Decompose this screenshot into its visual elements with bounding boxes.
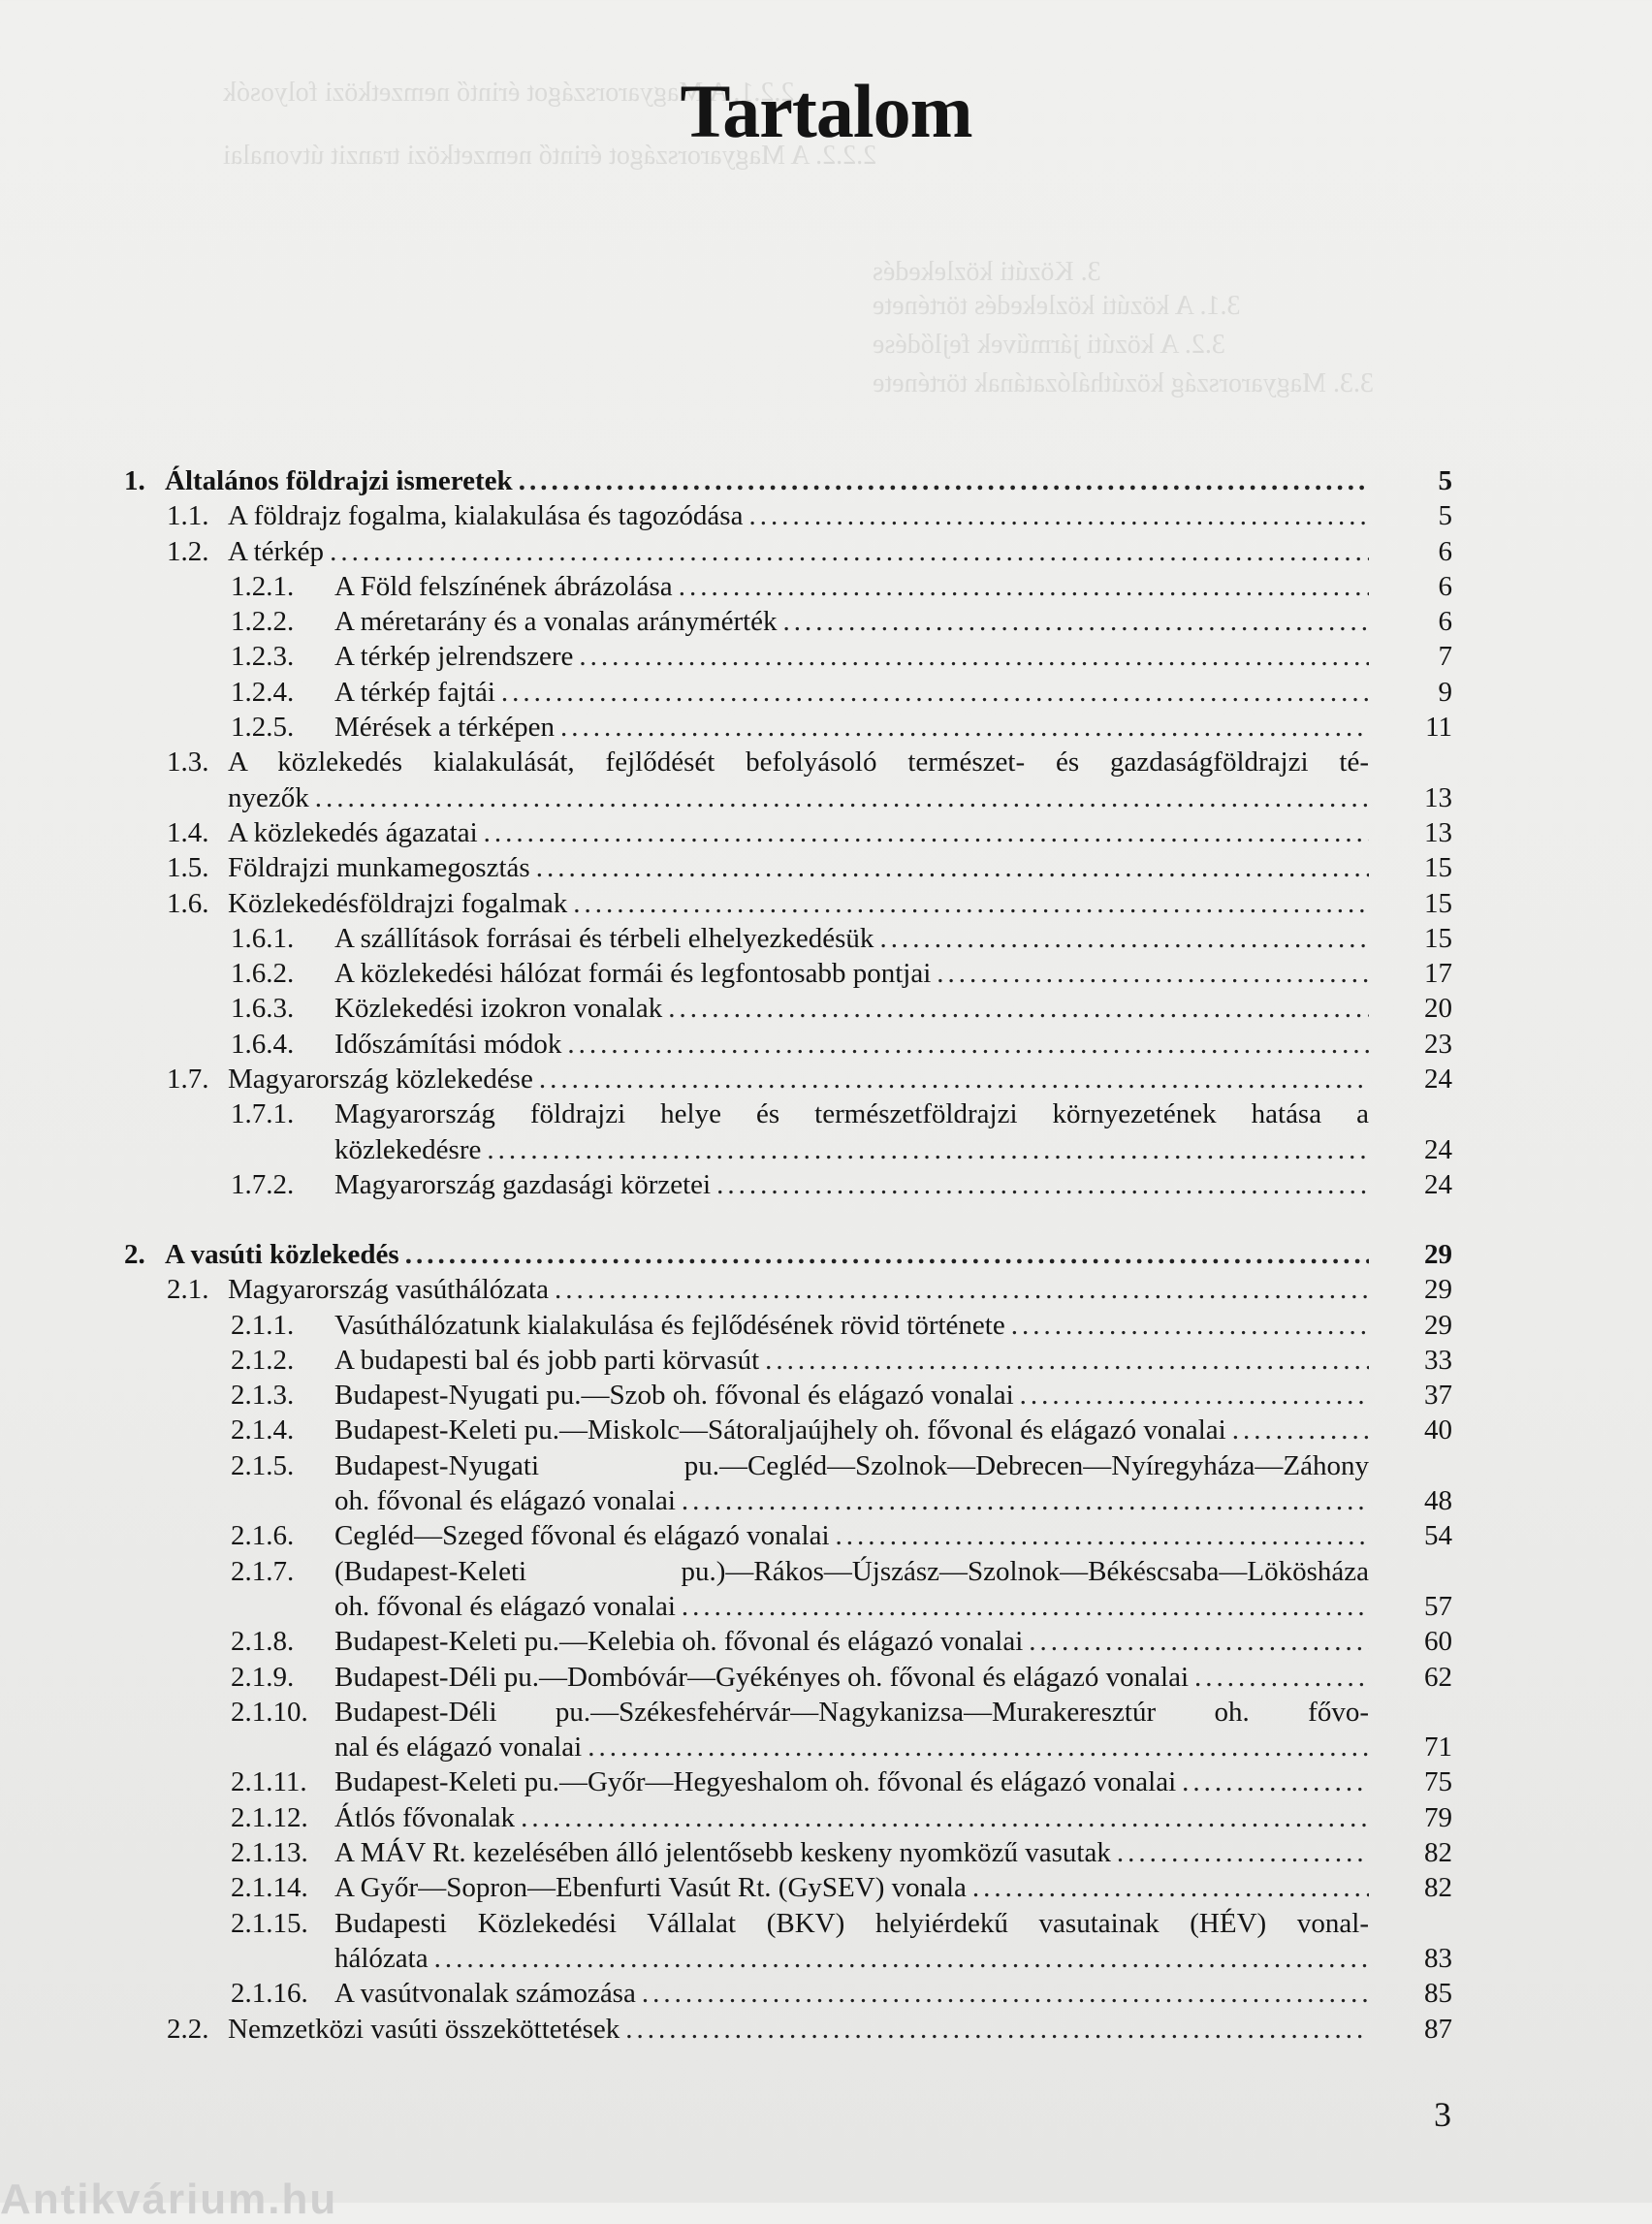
toc-entry-continuation [124,1589,1452,1624]
toc-entry-title: Budapest-Keleti pu.—Győr—Hegyeshalom oh. fővonal és elágazó vonalai [334,1766,1177,1797]
leader-dots [567,886,1369,921]
toc-entry-title: Budapest-Nyugati pu.—Cegléd—Szolnok—Debrecen—Nyíregyháza—Záhony [334,1450,1369,1481]
toc-entry-number: 1.2.5. [231,712,295,743]
toc-entry-title: A Győr—Sopron—Ebenfurti Vasút Rt. (GySEV) vonala [334,1872,967,1903]
toc-entry [124,1764,1452,1799]
toc-entry-number: 1.1. [167,500,209,531]
leader-dots [530,850,1369,885]
toc-entry-number: 1.7.1. [231,1098,295,1129]
leader-dots [478,815,1369,850]
leader-dots [676,1589,1369,1624]
toc-entry-continuation [124,1941,1452,1976]
leader-dots [1111,1835,1369,1870]
toc-entry-page: 87 [1424,2014,1452,2045]
toc-entry-page: 29 [1424,1310,1452,1341]
toc-entry-page: 23 [1424,1029,1452,1060]
toc-entry [124,1906,1452,1941]
toc-entry-title-continued: oh. fővonal és elágazó vonalai [334,1485,676,1516]
toc-entry-page: 6 [1438,606,1452,637]
toc-entry [124,639,1452,674]
toc-entry-title: (Budapest-Keleti pu.)—Rákos—Újszász—Szolnok—Békéscsaba—Lökösháza [334,1556,1369,1587]
toc-entry [124,1695,1452,1730]
toc-entry [124,1027,1452,1062]
toc-entry-title: A Föld felszínének ábrázolása [334,571,673,602]
toc-entry-page: 83 [1424,1943,1452,1974]
leader-dots [1226,1413,1369,1447]
toc-entry-page: 17 [1424,958,1452,989]
toc-entry-page: 15 [1424,923,1452,954]
toc-entry-number: 2.1.16. [231,1978,308,2009]
leader-dots [429,1941,1369,1976]
toc-entry-title: Általános földrajzi ismeretek [165,465,513,496]
leader-dots [1014,1378,1369,1413]
toc-entry-title: A szállítások forrásai és térbeli elhelyezkedésük [334,923,874,954]
toc-entry [124,1870,1452,1905]
toc-entry-title: A budapesti bal és jobb parti körvasút [334,1345,760,1376]
toc-entry [124,1272,1452,1307]
toc-entry-number: 1.6.3. [231,993,295,1024]
toc-entry-title: A közlekedés ágazatai [228,817,478,848]
leader-dots [513,463,1369,498]
toc-entry-number: 2. [124,1239,145,1270]
toc-entry-title: A térkép jelrendszere [334,641,574,672]
toc-entry [124,1343,1452,1378]
toc-entry [124,1624,1452,1659]
toc-entry-title: A vasúti közlekedés [165,1239,399,1270]
toc-entry [124,1062,1452,1096]
toc-entry [124,1800,1452,1835]
leader-dots [620,2012,1369,2047]
leader-dots [533,1062,1369,1096]
toc-entry-page: 29 [1424,1274,1452,1305]
toc-entry [124,1378,1452,1413]
toc-entry-continuation [124,1132,1452,1167]
toc-entry-page: 13 [1424,817,1452,848]
toc-entry-page: 11 [1425,712,1452,743]
toc-entry-number: 1.6. [167,888,209,919]
toc-entry-page: 79 [1424,1802,1452,1833]
toc-entry-title: A térkép [228,536,325,567]
toc-entry-title: A MÁV Rt. kezelésében álló jelentősebb keskeny nyomközű vasutak [334,1837,1111,1868]
toc-entry-page: 7 [1438,641,1452,672]
leader-dots [1176,1764,1369,1799]
toc-entry-number: 2.1.9. [231,1662,295,1693]
leader-dots [931,956,1369,991]
toc-entry [124,604,1452,639]
toc-entry-number: 2.1.10. [231,1697,308,1728]
toc-entry-title: Időszámítási módok [334,1029,562,1060]
toc-entry [124,569,1452,604]
toc-entry [124,850,1452,885]
toc-entry-continuation [124,1483,1452,1518]
leader-dots [636,1976,1369,2011]
toc-entry-title: Budapest-Keleti pu.—Miskolc—Sátoraljaújhely oh. fővonal és elágazó vonalai [334,1414,1226,1446]
toc-entry-number: 2.1. [167,1274,209,1305]
page-title: Tartalom [680,69,972,153]
toc-entry [124,534,1452,569]
toc-entry-title: Budapest-Déli pu.—Dombóvár—Gyékényes oh. fővonal és elágazó vonalai [334,1662,1190,1693]
toc-entry [124,1660,1452,1695]
toc-entry-title-continued: nyezők [228,782,309,813]
toc-entry-title: Budapest-Déli pu.—Székesfehérvár—Nagykanizsa—Murakeresztúr oh. fővo- [334,1697,1369,1728]
leader-dots [778,604,1369,639]
toc-entry [124,815,1452,850]
toc-entry-number: 1.2.1. [231,571,295,602]
leader-dots [676,1483,1369,1518]
toc-entry-number: 1.3. [167,747,209,778]
toc-entry-title: A méretarány és a vonalas aránymérték [334,606,778,637]
toc-entry [124,2012,1452,2047]
bleed-through-background: 2.2.1. A Magyarországot érintő nemzetközi folyosók 2.2.2. A Magyarországot érintő nemzetközi tranzit útvonalai 3. Közúti közlekedés 3.1. A közúti közlekedés története 3.2. A közúti járművek fejlődése 3.3. Magyarország közúthálózatának története [223,78,1375,398]
toc-entry-number: 2.1.13. [231,1837,308,1868]
toc-entry-page: 48 [1424,1485,1452,1516]
leader-dots [549,1272,1369,1307]
toc-entry-number: 2.1.8. [231,1626,295,1657]
leader-dots [515,1800,1369,1835]
leader-dots [1189,1660,1369,1695]
toc-entry-number: 1.6.2. [231,958,295,989]
leader-dots [582,1730,1369,1764]
toc-entry-page: 5 [1438,500,1452,531]
leader-dots [874,921,1369,956]
toc-entry-number: 1.2.2. [231,606,295,637]
toc-entry-title-continued: közlekedésre [334,1134,482,1165]
toc-entry-title: Magyarország közlekedése [228,1064,533,1095]
toc-entry-number: 2.1.15. [231,1908,308,1939]
toc-entry-continuation [124,780,1452,815]
toc-entry-page: 24 [1424,1064,1452,1095]
toc-entry-page: 13 [1424,782,1452,813]
leader-dots [743,498,1369,533]
leader-dots [324,534,1369,569]
toc-entry-title: Nemzetközi vasúti összeköttetések [228,2014,620,2045]
toc-entry-title: Közlekedésföldrajzi fogalmak [228,888,568,919]
toc-entry-number: 1.2.4. [231,677,295,708]
toc-entry [124,498,1452,533]
toc-entry-number: 2.2. [167,2014,209,2045]
toc-entry-number: 2.1.7. [231,1556,295,1587]
toc-entry-page: 82 [1424,1872,1452,1903]
toc-entry-page: 57 [1424,1591,1452,1622]
toc-entry-title-continued: hálózata [334,1943,429,1974]
toc-entry-page: 9 [1438,677,1452,708]
toc-entry-page: 6 [1438,536,1452,567]
leader-dots [309,780,1369,815]
toc-entry-page: 33 [1424,1345,1452,1376]
toc-entry-title: Magyarország vasúthálózata [228,1274,549,1305]
toc-entry-page: 37 [1424,1380,1452,1411]
toc-entry [124,1518,1452,1553]
leader-dots [399,1237,1369,1272]
toc-entry-number: 1.6.1. [231,923,295,954]
toc-entry-title-continued: oh. fővonal és elágazó vonalai [334,1591,676,1622]
toc-entry-title: A vasútvonalak számozása [334,1978,636,2009]
leader-dots [561,1027,1369,1062]
toc-entry-title: A térkép fajtái [334,677,495,708]
page-number: 3 [1434,2095,1451,2134]
toc-entry [124,710,1452,745]
toc-entry-title: A földrajz fogalma, kialakulása és tagozódása [228,500,744,531]
toc-entry-number: 1.2. [167,536,209,567]
leader-dots [573,639,1369,674]
toc-entry-number: 2.1.11. [231,1766,307,1797]
toc-entry-number: 2.1.5. [231,1450,295,1481]
toc-entry-page: 15 [1424,888,1452,919]
toc-entry-number: 2.1.2. [231,1345,295,1376]
toc-entry-page: 5 [1438,465,1452,496]
leader-dots [662,991,1369,1026]
toc-entry [124,745,1452,779]
toc-entry [124,463,1452,498]
leader-dots [481,1132,1369,1167]
toc-entry-number: 1.2.3. [231,641,295,672]
leader-dots [673,569,1369,604]
leader-dots [555,710,1369,745]
toc-entry [124,886,1452,921]
toc-entry [124,1096,1452,1131]
toc-entry-title-continued: nal és elágazó vonalai [334,1732,583,1763]
toc-entry-number: 1.7. [167,1064,209,1095]
toc-entry-title: A közlekedési hálózat formái és legfontosabb pontjai [334,958,932,989]
toc-entry-number: 1.6.4. [231,1029,295,1060]
toc-entry-title: Közlekedési izokron vonalak [334,993,663,1024]
toc-entry [124,675,1452,710]
toc-entry-title: Vasúthálózatunk kialakulása és fejlődésének rövid története [334,1310,1005,1341]
toc-entry-page: 62 [1424,1662,1452,1693]
toc-entry-page: 29 [1424,1239,1452,1270]
toc-entry-number: 2.1.6. [231,1520,295,1551]
toc-entry-number: 2.1.1. [231,1310,295,1341]
toc-entry-continuation [124,1730,1452,1764]
toc-entry-title: Cegléd—Szeged fővonal és elágazó vonalai [334,1520,830,1551]
toc-entry-number: 1.5. [167,852,209,883]
toc-entry [124,956,1452,991]
toc-entry [124,1835,1452,1870]
toc-entry [124,1976,1452,2011]
toc-entry-page: 75 [1424,1766,1452,1797]
toc-entry-page: 54 [1424,1520,1452,1551]
toc-entry-title: Magyarország földrajzi helye és természetföldrajzi környezetének hatása a [334,1098,1369,1129]
toc-entry [124,1554,1452,1589]
toc-entry-number: 2.1.4. [231,1414,295,1446]
leader-dots [759,1343,1369,1378]
toc-entry-page: 24 [1424,1134,1452,1165]
toc-entry [124,991,1452,1026]
toc-entry-page: 24 [1424,1169,1452,1200]
leader-dots [495,675,1369,710]
toc-entry [124,1308,1452,1343]
toc-entry-page: 60 [1424,1626,1452,1657]
watermark: Antikvárium.hu [0,2176,338,2223]
toc-entry [124,1413,1452,1447]
toc-entry-number: 1.4. [167,817,209,848]
leader-dots [711,1167,1369,1202]
toc-entry [124,1167,1452,1202]
toc-entry-title: Magyarország gazdasági körzetei [334,1169,712,1200]
leader-dots [830,1518,1369,1553]
toc-entry-title: Budapest-Keleti pu.—Kelebia oh. fővonal és elágazó vonalai [334,1626,1024,1657]
toc-entry [124,921,1452,956]
toc-entry-title: Budapest-Nyugati pu.—Szob oh. fővonal és elágazó vonalai [334,1380,1014,1411]
toc-entry-title: Budapesti Közlekedési Vállalat (BKV) helyiérdekű vasutainak (HÉV) vonal- [334,1908,1369,1939]
toc-entry-page: 6 [1438,571,1452,602]
toc-entry [124,1237,1452,1272]
toc-entry-page: 40 [1424,1414,1452,1446]
toc-entry-number: 2.1.12. [231,1802,308,1833]
leader-dots [967,1870,1369,1905]
leader-dots [1005,1308,1369,1343]
leader-dots [1023,1624,1369,1659]
toc-entry-title: Átlós fővonalak [334,1802,516,1833]
toc-entry-number: 2.1.3. [231,1380,295,1411]
toc-entry-number: 1.7.2. [231,1169,295,1200]
toc-entry-title: Földrajzi munkamegosztás [228,852,530,883]
toc-entry-number: 1. [124,465,145,496]
toc-entry-page: 71 [1424,1732,1452,1763]
toc-entry-page: 15 [1424,852,1452,883]
toc-entry-title: Mérések a térképen [334,712,556,743]
toc-entry-number: 2.1.14. [231,1872,308,1903]
toc-entry [124,1448,1452,1483]
toc-entry-page: 85 [1424,1978,1452,2009]
toc-entry-page: 20 [1424,993,1452,1024]
toc-entry-page: 82 [1424,1837,1452,1868]
toc-entry-title: A közlekedés kialakulását, fejlődését befolyásoló természet- és gazdaságföldrajzi té- [228,747,1369,778]
